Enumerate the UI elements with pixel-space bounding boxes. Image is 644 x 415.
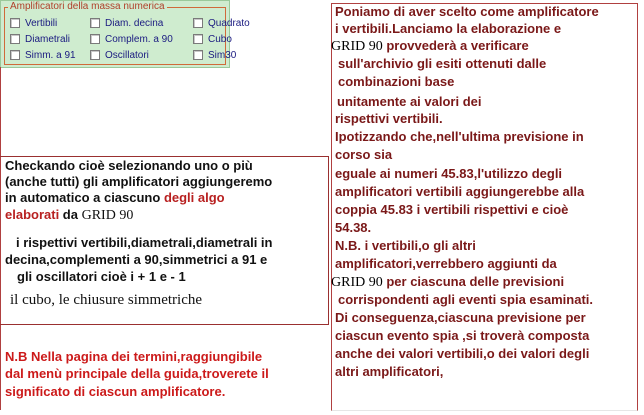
checkbox-label: Simm. a 91 [25, 49, 76, 61]
explanation-highlight: elaborati [5, 207, 60, 222]
example-line-17: corrispondenti agli eventi spia esaminati. [338, 292, 594, 307]
checkbox-box[interactable] [10, 18, 20, 28]
example-line-13: 54.38. [335, 220, 372, 235]
example-line-3 [331, 38, 529, 55]
checkbox-diametrali[interactable] [10, 32, 70, 46]
explanation-line-7: gli oscillatori cioè i + 1 e - 1 [17, 269, 186, 284]
example-line-12: coppia 45.83 i vertibili rispettivi e cioè [335, 202, 569, 217]
checkbox-sim30[interactable] [193, 48, 236, 62]
example-line-15: amplificatori,verrebbero aggiunti da [335, 256, 557, 271]
checkbox-box[interactable] [193, 34, 203, 44]
example-line-6: unitamente ai valori dei [337, 94, 482, 109]
example-line-2: i vertibili.Lanciamo la elaborazione e [335, 21, 562, 36]
checkbox-label: Quadrato [208, 17, 250, 29]
checkbox-label: Sim30 [208, 49, 237, 61]
example-line-5: combinazioni base [338, 74, 455, 89]
explanation-line-4 [5, 207, 133, 224]
explanation-line-3 [5, 190, 225, 206]
example-line-1: Poniamo di aver scelto come amplificatore [335, 4, 599, 19]
checkbox-quadrato[interactable] [193, 16, 250, 30]
checkbox-box[interactable] [10, 50, 20, 60]
explanation-line-1: Checkando cioè selezionando uno o più [5, 158, 253, 173]
checkbox-cubo[interactable] [193, 32, 232, 46]
grid90-name: GRID 90 [331, 39, 383, 54]
example-line-4: sull'archivio gli esiti ottenuti dalle [338, 56, 547, 71]
checkbox-box[interactable] [193, 50, 203, 60]
checkbox-simm-91[interactable] [10, 48, 76, 62]
explanation-highlight: degli algo [163, 190, 225, 205]
example-line-20: anche dei valori vertibili,o dei valori degli [335, 346, 590, 361]
explanation-line-5: i rispettivi vertibili,diametrali,diametrali in [16, 235, 273, 250]
example-line-19: ciascun evento spia ,si troverà composta [335, 328, 590, 343]
example-line-14: N.B. i vertibili,o gli altri [335, 238, 476, 253]
checkbox-box[interactable] [90, 18, 100, 28]
checkbox-box[interactable] [10, 34, 20, 44]
checkbox-label: Cubo [208, 33, 232, 45]
checkbox-diam-decina[interactable] [90, 16, 163, 30]
example-line-21: altri amplificatori, [335, 364, 444, 379]
checkbox-label: Diam. decina [105, 17, 164, 29]
checkbox-vertibili[interactable] [10, 16, 57, 30]
example-line-16 [331, 274, 564, 291]
example-line-11: amplificatori vertibili aggiungerebbe alla [335, 184, 585, 199]
checkbox-oscillatori[interactable] [90, 48, 149, 62]
example-line-18: Di conseguenza,ciascuna previsione per [335, 310, 586, 325]
checkbox-box[interactable] [193, 18, 203, 28]
checkbox-label: Oscillatori [105, 49, 149, 61]
example-text: per ciascuna delle previsioni [382, 274, 565, 289]
explanation-line-6: decina,complementi a 90,simmetrici a 91 e [5, 252, 268, 267]
checkbox-label: Vertibili [25, 17, 58, 29]
grid90-name: GRID 90 [81, 208, 134, 223]
example-text: provvederà a verificare [382, 38, 529, 53]
checkbox-complem-90[interactable] [90, 32, 173, 46]
amplifier-panel [0, 0, 250, 68]
explanation-line-2: (anche tutti) gli amplificatori aggiungeremo [5, 174, 273, 189]
example-line-7: rispettivi vertibili. [335, 111, 443, 126]
example-line-10: eguale ai numeri 45.83,l'utilizzo degli [335, 166, 563, 181]
amplifier-panel-title: Amplificatori della massa numerica [10, 1, 165, 12]
nb-note-line-1: N.B Nella pagina dei termini,raggiungibile [5, 349, 263, 364]
explanation-text: in automatico a ciascuno [5, 190, 164, 205]
example-line-9: corso sia [335, 147, 393, 162]
grid90-name: GRID 90 [331, 275, 383, 290]
example-line-8: Ipotizzando che,nell'ultima previsione in [335, 129, 584, 144]
nb-note-line-2: dal menù principale della guida,troverete il [5, 366, 269, 381]
nb-note-line-3: significato di ciascun amplificatore. [5, 384, 226, 399]
checkbox-label: Complem. a 90 [105, 33, 173, 45]
checkbox-box[interactable] [90, 34, 100, 44]
checkbox-label: Diametrali [25, 33, 71, 45]
explanation-text: da [59, 207, 82, 222]
checkbox-box[interactable] [90, 50, 100, 60]
explanation-line-8: il cubo, le chiusure simmetriche [10, 292, 203, 308]
